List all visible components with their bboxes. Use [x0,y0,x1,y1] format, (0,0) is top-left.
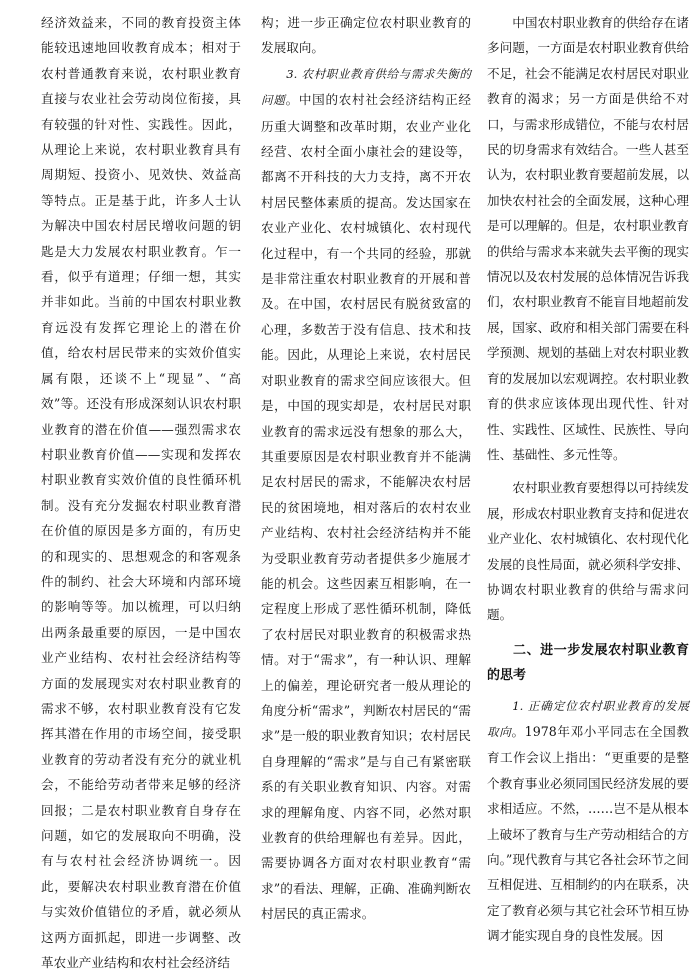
column-right [487,10,689,949]
column-middle [261,10,471,927]
subsection-heading: 3. 农村职业教育供给与需求失衡的问题 [261,66,471,108]
subsection-body: 。中国的农村社会经济结构正经历重大调整和改革时期，农业产业化经营、农村全面小康社会的建设等，都离不开科技的大力支持，离不开农村居民整体素质的提高。发达国家在农业产业化、农村城镇化、农村现代化过程中，有一个共同的经验，那就是非常注重农村职业教育的开展和普及。在中国，农村居民有脱贫致富的心理，多数苦于没有信息、技术和技能。因此，从理论上来说，农村居民对职业教育的需求空间应该很大。但是，中国的现实却是，农村居民对职业教育的需求远没有想象的那么大，其重要原因是农村职业教育并不能满足农村居民的需求，不能解决农村居民的贫困境地，相对落后的农村农业产业结构、农村社会经济结构并不能为受职业教育劳动者提供多少施展才能的机会。这些因素互相影响，在一定程度上形成了恶性循环机制，降低了农村居民对职业教育的积极需求热情。对于“需求”，有一种认识、理解上的偏差，理论研究者一般从理论的角度分析“需求”，判断农村居民的“需求”是一般的职业教育知识；农村居民自身理解的“需求”是与自己有紧密联系的有关职业教育知识、内容。对需求的理解角度、内容不同，必然对职业教育的供给理解也有差异。因此，需要协调各方面对农村职业教育“需求”的看法、理解，正确、准确判断农村居民的真正需求。 [261,92,471,922]
subsection-paragraph [487,693,689,949]
subsection-body: 。1978年邓小平同志在全国教育工作会议上指出：“更重要的是整个教育事业必须同国民经济发展的要求相适应。不然，……岂不是从根本上破坏了教育与生产劳动相结合的方向。”现代教育与其它各社会环节之间互相促进、互相制约的内在联系，决定了教育必须与其它社会环节相互协调才能实现自身的良性发展。因 [487,723,689,944]
body-paragraph: 中国农村职业教育的供给存在诸多问题，一方面是农村职业教育供给不足，社会不能满足农村居民对职业教育的渴求；另一方面是供给不对口，与需求形成错位，不能与农村居民的切身需求有效结合。一些人甚至认为，农村职业教育要超前发展，以加快农村社会的全面发展，这种心理是可以理解的。但是，农村职业教育的供给与需求本来就失去平衡的现实情况以及农村发展的总体情况告诉我们，农村职业教育不能盲目地超前发展，国家、政府和相关部门需要在科学预测、规划的基础上对农村职业教育的发展加以宏观调控。农村职业教育的供求应该体现出现代性、针对性、实践性、区域性、民族性、导向性、基础性、多元性等。 [487,15,689,462]
body-paragraph: 农村职业教育要想得以可持续发展，形成农村职业教育支持和促进农业产业化、农村城镇化、农村现代化发展的良性局面，就必须科学安排、协调农村职业教育的供给与需求问题。 [487,480,689,623]
subsection-paragraph [261,61,471,927]
body-paragraph: 经济效益来，不同的教育投资主体能较迅速地回收教育成本；相对于农村普通教育来说，农村职业教育直接与农业社会劳动岗位衔接，具有较强的针对性、实践性。因此，从理论上来说，农村职业教育具有周期短、投资小、见效快、效益高等特点。正是基于此，许多人士认为解决中国农村居民增收问题的钥匙是大力发展农村职业教育。乍一看，似乎有道理；仔细一想，其实并非如此。当前的中国农村职业教育远没有发挥它理论上的潜在价值，给农村居民带来的实效价值实属有限，还谈不上“现显”、“高效”等。还没有形成深刻认识农村职业教育的潜在价值——强烈需求农村职业教育价值——实现和发挥农村职业教育实效价值的良性循环机制。没有充分发掘农村职业教育潜在价值的原因是多方面的，有历史的和现实的、思想观念的和客观条件的制约、社会大环境和内部环境的影响等等。加以梳理，可以归纳出两条最重要的原因，一是中国农业产业结构、农村社会经济结构等方面的发展现实对农村职业教育的需求不够，农村职业教育没有它发挥其潜在作用的市场空间，接受职业教育的劳动者没有充分的就业机会，不能给劳动者带来足够的经济回报；二是农村职业教育自身存在问题，如它的发展取向不明确，没有与农村社会经济协调统一。因此，要解决农村职业教育潜在价值与实效价值错位的矛盾，就必须从这两方面抓起，即进一步调整、改革农业产业结构和农村社会经济结 [41,15,241,971]
subsection-heading: 1. 正确定位农村职业教育的发展取向 [487,698,689,739]
section-heading: 二、进一步发展农村职业教育的思考 [487,642,689,684]
column-left [41,10,241,975]
body-paragraph-lead: 构；进一步正确定位农村职业教育的发展取向。 [261,15,471,56]
